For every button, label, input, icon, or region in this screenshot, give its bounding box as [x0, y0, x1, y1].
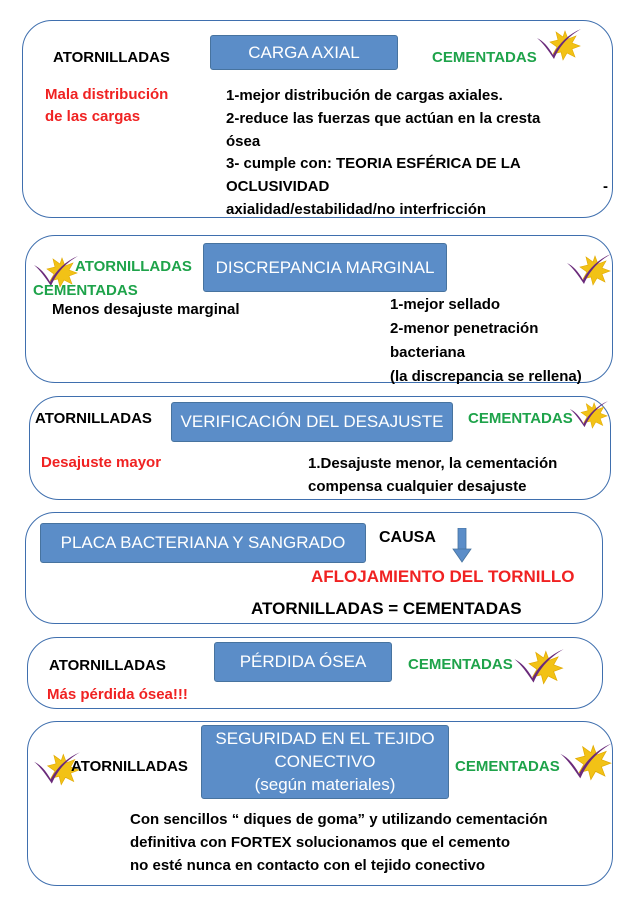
note-menos-desajuste: Menos desajuste marginal	[52, 301, 240, 318]
dash-mark: -	[603, 178, 608, 195]
check-burst-icon	[535, 28, 581, 62]
label-cementadas: CEMENTADAS	[408, 656, 513, 673]
down-arrow-icon	[452, 528, 472, 564]
text-line: 3- cumple con: TEORIA ESFÉRICA DE LA	[226, 155, 521, 172]
text-line: compensa cualquier desajuste	[308, 478, 527, 495]
title-discrepancia-marginal: DISCREPANCIA MARGINAL	[203, 243, 447, 292]
effect-aflojamiento: AFLOJAMIENTO DEL TORNILLO	[311, 567, 575, 586]
text-line: Con sencillos “ diques de goma” y utilizando cementación	[130, 811, 548, 828]
text-line: definitiva con FORTEX solucionamos que el cemento	[130, 834, 511, 851]
label-atornilladas: ATORNILLADAS	[75, 258, 192, 275]
title-perdida-osea: PÉRDIDA ÓSEA	[214, 642, 392, 682]
label-cementadas: CEMENTADAS	[455, 758, 560, 775]
label-cementadas: CEMENTADAS	[432, 49, 537, 66]
text-line: ósea	[226, 133, 261, 150]
title-subline: (según materiales)	[254, 775, 396, 794]
label-atornilladas: ATORNILLADAS	[35, 410, 152, 427]
note-de-las-cargas: de las cargas	[45, 108, 141, 125]
text-line: 1-mejor distribución de cargas axiales.	[226, 87, 503, 104]
title-line: SEGURIDAD EN EL TEJIDO	[215, 729, 435, 748]
text-line: (la discrepancia se rellena)	[390, 368, 582, 385]
title-seguridad-tejido	[201, 725, 449, 799]
note-mas-perdida-osea: Más pérdida ósea!!!	[47, 686, 188, 703]
text-line: 2-menor penetración	[390, 320, 539, 337]
label-atornilladas: ATORNILLADAS	[71, 758, 188, 775]
text-line: axialidad/estabilidad/no interfricción	[226, 201, 487, 218]
label-causa: CAUSA	[379, 529, 436, 546]
title-verificacion-desajuste: VERIFICACIÓN DEL DESAJUSTE	[171, 402, 453, 442]
check-burst-icon	[558, 742, 612, 782]
text-line: 2-reduce las fuerzas que actúan en la cresta	[226, 110, 541, 127]
label-atornilladas: ATORNILLADAS	[49, 657, 166, 674]
title-line: CONECTIVO	[274, 752, 376, 771]
label-cementadas: CEMENTADAS	[468, 410, 573, 427]
text-line: bacteriana	[390, 344, 466, 361]
check-burst-icon	[565, 253, 611, 287]
label-atornilladas: ATORNILLADAS	[53, 49, 170, 66]
title-placa-bacteriana: PLACA BACTERIANA Y SANGRADO	[40, 523, 366, 563]
text-line: no esté nunca en contacto con el tejido conectivo	[130, 857, 486, 874]
check-burst-icon	[568, 400, 608, 430]
text-line: OCLUSIVIDAD	[226, 178, 330, 195]
check-burst-icon	[510, 648, 566, 686]
text-line: 1.Desajuste menor, la cementación	[308, 455, 558, 472]
text-line: 1-mejor sellado	[390, 296, 501, 313]
note-desajuste-mayor: Desajuste mayor	[41, 454, 162, 471]
title-carga-axial: CARGA AXIAL	[210, 35, 398, 70]
label-cementadas: CEMENTADAS	[33, 282, 138, 299]
result-equal: ATORNILLADAS = CEMENTADAS	[251, 599, 522, 618]
note-mala-distribucion: Mala distribución	[45, 86, 169, 103]
